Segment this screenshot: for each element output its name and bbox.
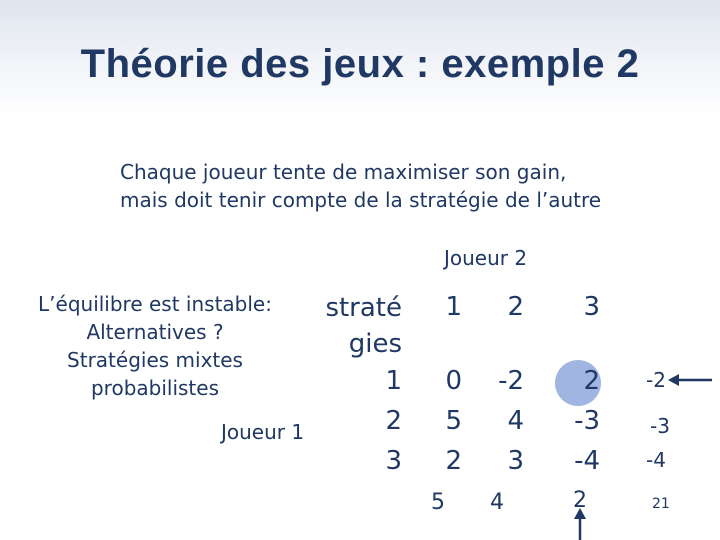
payoff-cell-3-2: 3 [507, 446, 524, 476]
column-header-1: 1 [445, 292, 462, 322]
row-side-value-3: -4 [646, 448, 666, 472]
payoff-cell-2-3: -3 [574, 406, 600, 436]
strategies-header-line-1: straté [325, 293, 402, 323]
row-side-value-1: -2 [646, 368, 666, 392]
column-header-3: 3 [583, 292, 600, 322]
column-bottom-value-1: 5 [431, 490, 445, 515]
subtitle-line-2: mais doit tenir compte de la stratégie de l’autre [120, 188, 602, 212]
note-line-4: probabilistes [90, 376, 220, 400]
payoff-cell-2-2: 4 [507, 406, 524, 436]
row-header-2: 2 [385, 406, 402, 436]
row-side-value-2: -3 [650, 414, 670, 438]
slide-title: Théorie des jeux : exemple 2 [80, 42, 640, 86]
payoff-cell-1-1: 0 [445, 366, 462, 396]
note-line-2: Alternatives ? [86, 320, 224, 344]
column-header-2: 2 [507, 292, 524, 322]
payoff-cell-3-3: -4 [574, 446, 600, 476]
column-bottom-value-3: 2 [573, 488, 587, 513]
player-2-label: Joueur 2 [444, 246, 528, 270]
note-line-1: L’équilibre est instable: [38, 292, 272, 316]
row-arrow-head [668, 374, 679, 386]
note-line-3: Stratégies mixtes [67, 348, 243, 372]
subtitle-line-1: Chaque joueur tente de maximiser son gain, [120, 160, 567, 184]
strategies-header-line-2: gies [348, 329, 402, 359]
payoff-cell-1-2: -2 [498, 366, 524, 396]
payoff-cell-2-1: 5 [445, 406, 462, 436]
row-header-1: 1 [385, 366, 402, 396]
page-number: 21 [652, 496, 670, 512]
payoff-cell-3-1: 2 [445, 446, 462, 476]
strategies-header [310, 290, 402, 362]
payoff-cell-1-3: 2 [583, 366, 600, 396]
row-header-3: 3 [385, 446, 402, 476]
column-bottom-value-2: 4 [490, 490, 504, 515]
player-1-label: Joueur 1 [221, 420, 305, 444]
